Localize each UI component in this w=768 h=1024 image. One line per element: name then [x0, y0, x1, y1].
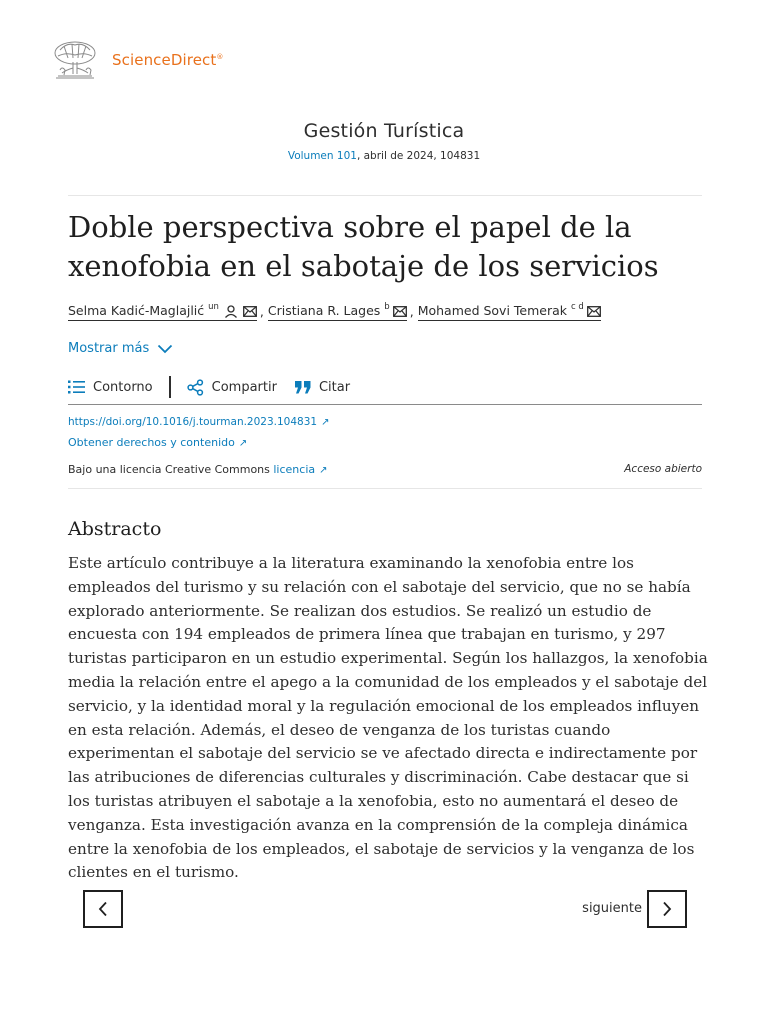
outline-button[interactable] [68, 380, 153, 395]
author-link[interactable] [268, 303, 407, 321]
external-link-icon: ↗ [321, 417, 330, 428]
chevron-down-icon [157, 344, 173, 354]
next-label[interactable]: siguiente [582, 901, 642, 916]
toolbar-divider [169, 376, 171, 398]
author-affiliation: un [208, 302, 219, 312]
person-icon [224, 304, 238, 318]
license-prefix: Bajo una licencia Creative Commons [68, 463, 274, 476]
elsevier-tree-icon[interactable] [52, 40, 98, 80]
chevron-left-icon [98, 901, 108, 917]
abstract-heading: Abstracto [68, 518, 162, 540]
doi-link[interactable]: https://doi.org/10.1016/j.tourman.2023.104831 ↗ [68, 416, 330, 428]
chevron-right-icon [662, 901, 672, 917]
next-button[interactable] [647, 890, 687, 928]
share-icon [187, 379, 204, 396]
author-affiliation: c d [571, 302, 584, 312]
show-more-button[interactable] [68, 341, 173, 356]
divider [68, 195, 702, 196]
share-label: Compartir [211, 379, 277, 395]
author-link[interactable] [68, 303, 257, 321]
email-icon [587, 304, 601, 318]
toolbar-rule [68, 404, 702, 405]
list-icon [68, 380, 85, 394]
external-link-icon: ↗ [319, 465, 328, 476]
author-link[interactable] [418, 303, 601, 321]
journal-date-info: , abril de 2024, 104831 [356, 150, 481, 162]
cite-label: Citar [318, 379, 351, 395]
author-affiliation: b [384, 302, 390, 312]
author-separator: , [259, 304, 264, 319]
show-more-label: Mostrar más [68, 341, 150, 356]
brand-name[interactable]: ScienceDirect® [112, 51, 224, 69]
license-info [68, 463, 328, 476]
author-name: Mohamed Sovi Temerak [417, 303, 568, 318]
abstract-text: Este artículo contribuye a la literatura examinando la xenofobia entre los empleados del turismo y su relación con el sabotaje del servicio, que no se había explorado anteriormente. Se realizan dos estudios. Se realizó un estudio de encuesta con 194 empleados de primera línea que trabajan en turismo, y 297 turistas participaron en un estudio experimental. Según los hallazgos, la xenofobia media la relación entre el apego a la comunidad de los empleados y el sabotaje del servicio, y la identidad moral y la regulación emocional de los empleados influyen en esta relación. Además, el deseo de venganza de los turistas cuando experimentan el sabotaje del servicio se ve afectado directa e indirectamente por las atribuciones de diferencias culturales y discriminación. Cabe destacar que si los turistas atribuyen el sabotaje a la xenofobia, esto no aumentará el deseo de venganza. Esta investigación avanza en la comprensión de la compleja dinámica entre la xenofobia de los empleados, el sabotaje de servicios y la venganza de los clientes en el turismo. [68, 554, 708, 882]
author-separator: , [409, 304, 414, 319]
previous-button[interactable] [83, 890, 123, 928]
journal-block [0, 120, 768, 162]
author-name: Cristiana R. Lages [267, 303, 381, 318]
rights-link[interactable]: Obtener derechos y contenido ↗ [68, 436, 248, 449]
article-toolbar [68, 376, 350, 398]
divider [68, 488, 702, 489]
site-header [52, 40, 223, 80]
cite-button[interactable] [295, 380, 350, 395]
open-access-badge: Acceso abierto [624, 463, 702, 475]
volume-link[interactable]: Volumen 101 [287, 150, 357, 162]
quote-icon [295, 381, 311, 394]
journal-title[interactable]: Gestión Turística [303, 120, 465, 142]
external-link-icon: ↗ [238, 438, 248, 449]
email-icon [243, 304, 257, 318]
author-name: Selma Kadić-Maglajlić [68, 303, 205, 318]
email-icon [393, 304, 407, 318]
journal-meta [0, 150, 768, 162]
share-button[interactable] [187, 379, 277, 396]
article-title: Doble perspectiva sobre el papel de la xenofobia en el sabotaje de los servicios [68, 210, 659, 283]
author-list [68, 303, 601, 321]
license-link[interactable]: licencia ↗ [273, 463, 328, 476]
outline-label: Contorno [93, 379, 153, 395]
